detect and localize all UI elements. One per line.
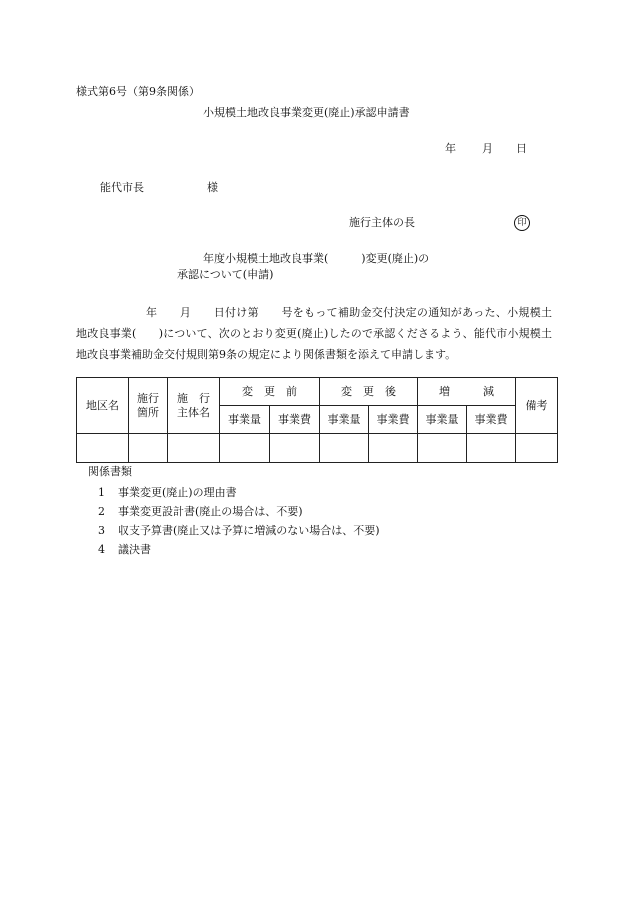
item-number: 3: [98, 524, 105, 537]
table-row: [77, 434, 558, 463]
cell-district[interactable]: [77, 434, 129, 463]
related-documents-heading: 関係書類: [88, 465, 132, 478]
cell-before-quantity[interactable]: [220, 434, 270, 463]
cell-change-quantity[interactable]: [418, 434, 467, 463]
header-entity-line2: 主体名: [177, 405, 210, 419]
item-number: 1: [98, 486, 105, 499]
header-site-line2: 箇所: [137, 405, 159, 419]
subject-line-2: 承認について(申請): [177, 268, 274, 281]
subheader-before-quantity: 事業量: [220, 406, 270, 434]
item-text: 事業変更設計書(廃止の場合は、不要): [118, 505, 303, 518]
header-entity: [168, 378, 220, 434]
cell-change-cost[interactable]: [467, 434, 516, 463]
subheader-change-cost: 事業費: [467, 406, 516, 434]
header-site-line1: 施行: [137, 391, 159, 405]
item-number: 4: [98, 543, 105, 556]
item-text: 事業変更(廃止)の理由書: [118, 486, 237, 499]
date-month-label: 月: [482, 142, 493, 155]
addressee-honorific: 様: [207, 181, 218, 194]
related-document-item: [98, 543, 151, 557]
document-title: 小規模土地改良事業変更(廃止)承認申請書: [203, 106, 410, 119]
subheader-change-quantity: 事業量: [418, 406, 467, 434]
addressee-name: 能代市長: [100, 181, 144, 194]
header-entity-line1: 施 行: [177, 391, 210, 405]
application-body: 年 月 日付け第 号をもって補助金交付決定の通知があった、小規模土地改良事業( )について、次のとおり変更(廃止)したので承認くださるよう、能代市小規模土地改良事業補助金交付規則第9条の規定により関係書類を添えて申請します。: [76, 306, 552, 361]
cell-remarks[interactable]: [516, 434, 558, 463]
cell-after-cost[interactable]: [369, 434, 418, 463]
cell-before-cost[interactable]: [270, 434, 320, 463]
header-remarks: 備考: [516, 378, 558, 434]
cell-entity[interactable]: [168, 434, 220, 463]
header-before-change: 変 更 前: [220, 378, 320, 406]
change-table: [76, 377, 558, 463]
header-after-change: 変 更 後: [320, 378, 418, 406]
date-day-label: 日: [516, 142, 527, 155]
header-district: 地区名: [77, 378, 129, 434]
related-document-item: [98, 505, 303, 519]
item-text: 議決書: [118, 543, 151, 556]
table-header-row: [77, 378, 558, 406]
subheader-after-cost: 事業費: [369, 406, 418, 434]
related-document-item: [98, 486, 237, 500]
header-increase-decrease: 増 減: [418, 378, 516, 406]
header-site: [129, 378, 168, 434]
applicant-label: 施行主体の長: [349, 216, 415, 229]
seal-mark: 印: [514, 215, 530, 231]
subject-line-1: 年度小規模土地改良事業( )変更(廃止)の: [203, 252, 430, 265]
item-number: 2: [98, 505, 105, 518]
related-document-item: [98, 524, 380, 538]
subheader-after-quantity: 事業量: [320, 406, 369, 434]
cell-site[interactable]: [129, 434, 168, 463]
item-text: 収支予算書(廃止又は予算に増減のない場合は、不要): [118, 524, 380, 537]
cell-after-quantity[interactable]: [320, 434, 369, 463]
date-year-label: 年: [445, 142, 456, 155]
form-number: 様式第6号（第9条関係）: [76, 85, 200, 98]
subheader-before-cost: 事業費: [270, 406, 320, 434]
